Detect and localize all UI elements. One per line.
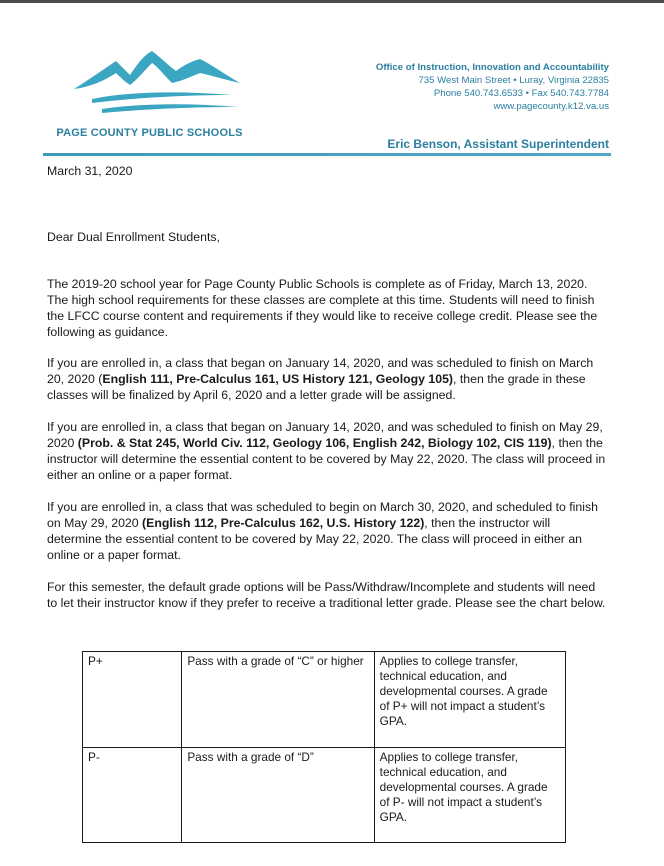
- table-row: [83, 748, 566, 843]
- paragraph-completion: The 2019-20 school year for Page County Public Schools is complete as of Friday, March 13, 2020. The high school requirements for these classes are complete at this time. Students will need to finish the LFCC course content and requirements if they would like to receive college credit. Please see the following as guidance.: [47, 277, 598, 339]
- note-cell: Applies to college transfer, technical education, and developmental courses. A grade of P- will not impact a student’s GPA.: [374, 748, 565, 843]
- note-cell: Applies to college transfer, technical education, and developmental courses. A grade of P+ will not impact a student’s GPA.: [374, 652, 565, 748]
- school-name: PAGE COUNTY PUBLIC SCHOOLS: [56, 127, 243, 139]
- sender-name: Eric Benson, Assistant Superintendent: [387, 137, 609, 151]
- paragraph-text: , then the grade in these classes will be finalized by April 6, 2020 and a letter grade will be assigned.: [47, 372, 586, 402]
- meaning-cell: Pass with a grade of “C” or higher: [182, 652, 374, 748]
- paragraph-full-semester: [47, 419, 607, 483]
- grade-cell: P+: [83, 652, 182, 748]
- paragraph-text: , then the instructor will determine the essential content to be covered by May 22, 2020. The class will proceed in either an online or a paper format.: [47, 516, 582, 562]
- office-website: www.pagecounty.k12.va.us: [493, 101, 609, 112]
- office-phone-fax: Phone 540.743.6533 • Fax 540.743.7784: [433, 88, 609, 99]
- paragraph-text: If you are enrolled in, a class that was scheduled to begin on March 30, 2020, and scheduled to finish on May 29, 2020: [47, 500, 598, 530]
- paragraph-text: If you are enrolled in, a class that began on January 14, 2020, and was scheduled to finish on March 20, 2020 (: [47, 356, 594, 386]
- letter-date: March 31, 2020: [47, 164, 133, 178]
- course-list: English 111, Pre-Calculus 161, US History 121, Geology 105): [102, 372, 454, 386]
- mountain-logo-icon: [72, 49, 242, 123]
- paragraph-text: If you are enrolled in, a class that began on January 14, 2020, and was scheduled to finish on May 29, 2020: [47, 420, 603, 450]
- header-divider: [43, 153, 611, 156]
- office-contact-block: [309, 61, 609, 113]
- grade-cell: P-: [83, 748, 182, 843]
- course-list: (English 112, Pre-Calculus 162, U.S. History 122): [142, 516, 425, 530]
- table-row: [83, 652, 566, 748]
- grade-options-table: [82, 651, 566, 843]
- letter-page: [0, 3, 664, 866]
- office-title: Office of Instruction, Innovation and Accountability: [375, 62, 609, 73]
- office-address: 735 West Main Street • Luray, Virginia 22835: [418, 75, 609, 86]
- meaning-cell: Pass with a grade of “D”: [182, 748, 374, 843]
- paragraph-spring-short-session: [47, 355, 607, 403]
- salutation: Dear Dual Enrollment Students,: [47, 230, 220, 244]
- paragraph-grade-options: For this semester, the default grade options will be Pass/Withdraw/Incomplete and students will need to let their instructor know if they prefer to receive a traditional letter grade. Please see the chart below.: [47, 580, 606, 610]
- course-list: (Prob. & Stat 245, World Civ. 112, Geology 106, English 242, Biology 102, CIS 119): [77, 436, 552, 450]
- paragraph-second-session: [47, 499, 607, 563]
- paragraph-text: , then the instructor will determine the essential content to be covered by May 22, 2020. The class will proceed in either an online or a paper format.: [47, 436, 606, 482]
